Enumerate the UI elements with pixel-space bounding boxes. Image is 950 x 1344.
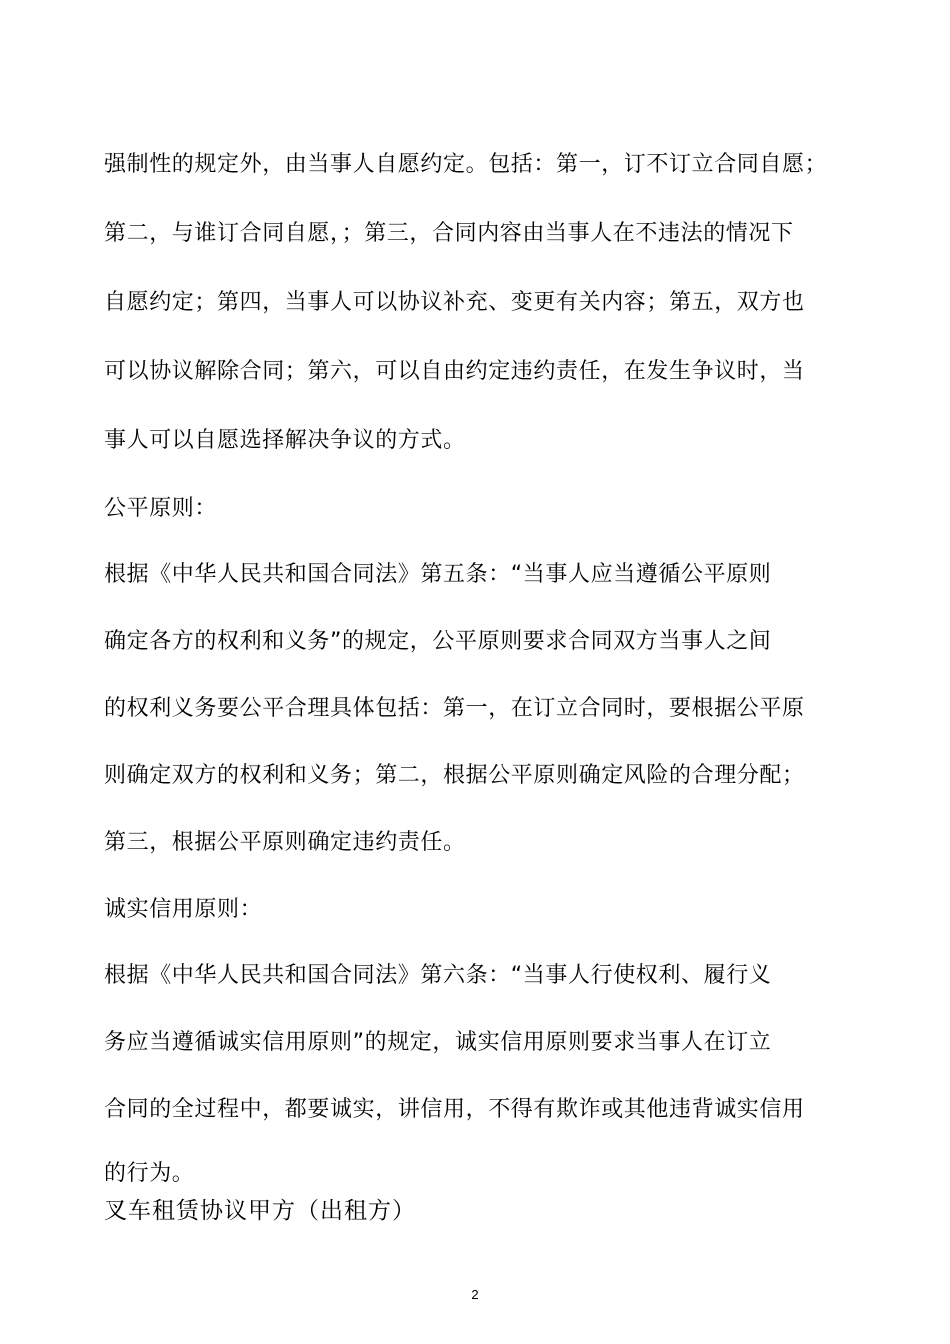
section-label-fairness: 公平原则： <box>104 496 218 521</box>
text-line-15: 合同的全过程中，都要诚实，讲信用，不得有欺诈或其他违背诚实信用 <box>104 1097 805 1122</box>
text-line-9: 的权利义务要公平合理具体包括：第一，在订立合同时，要根据公平原 <box>104 696 805 721</box>
text-line-2: 第二，与谁订合同自愿，；第三，合同内容由当事人在不违法的情况下 <box>104 221 794 246</box>
text-line-14: 务应当遵循诚实信用原则”的规定，诚实信用原则要求当事人在订立 <box>104 1030 772 1055</box>
text-line-8: 确定各方的权利和义务”的规定，公平原则要求合同双方当事人之间 <box>104 629 772 654</box>
page-number: 2 <box>471 1287 479 1302</box>
section-label-good-faith: 诚实信用原则： <box>104 897 263 922</box>
text-line-13: 根据《中华人民共和国合同法》第六条：“当事人行使权利、履行义 <box>104 963 772 988</box>
text-line-4: 可以协议解除合同；第六，可以自由约定违约责任，在发生争议时，当 <box>104 359 805 384</box>
text-line-7: 根据《中华人民共和国合同法》第五条：“当事人应当遵循公平原则 <box>104 562 772 587</box>
text-line-5: 事人可以自愿选择解决争议的方式。 <box>104 428 466 453</box>
text-line-11: 第三，根据公平原则确定违约责任。 <box>104 830 466 855</box>
text-line-10: 则确定双方的权利和义务；第二，根据公平原则确定风险的合理分配； <box>104 763 805 788</box>
text-line-1: 强制性的规定外，由当事人自愿约定。包括：第一，订不订立合同自愿； <box>104 152 828 177</box>
text-line-16: 的行为。 <box>104 1161 195 1186</box>
heading-forklift-lease: 叉车租赁协议甲方（出租方） <box>104 1198 416 1224</box>
text-line-3: 自愿约定；第四，当事人可以协议补充、变更有关内容；第五，双方也 <box>104 290 805 315</box>
